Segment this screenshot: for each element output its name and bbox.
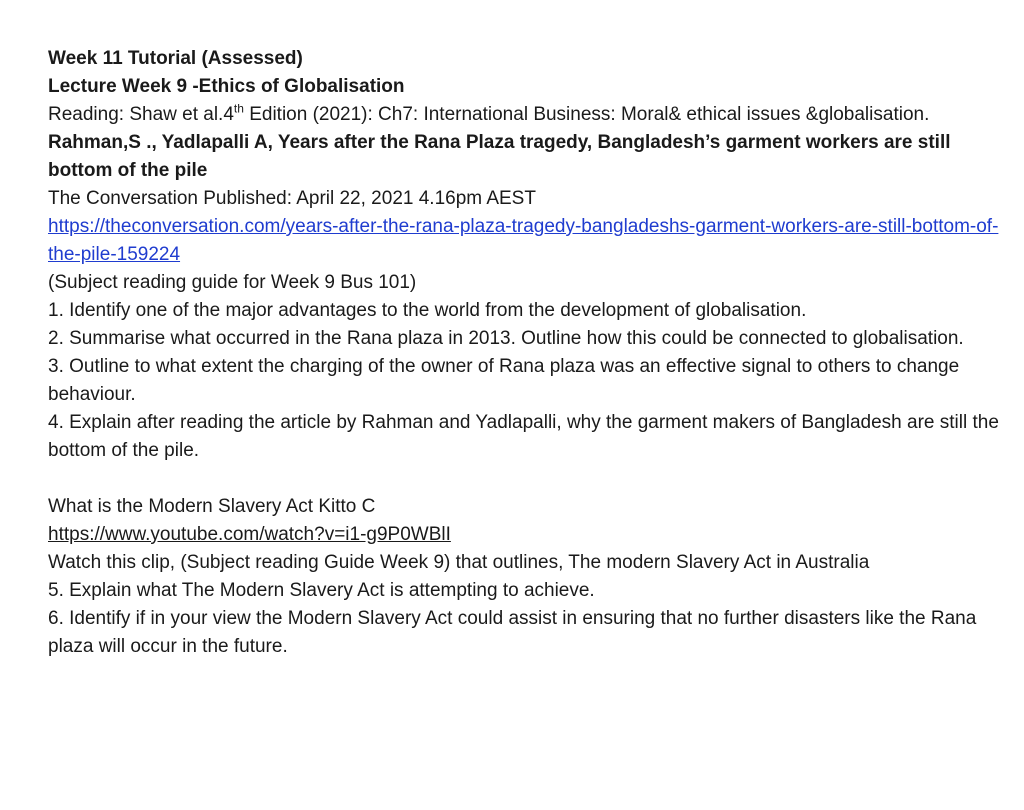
question-1: 1. Identify one of the major advantages to the world from the development of globalisation. — [48, 300, 807, 321]
tutorial-title: Week 11 Tutorial (Assessed) — [48, 48, 303, 69]
question-2: 2. Summarise what occurred in the Rana plaza in 2013. Outline how this could be connected to globalisation. — [48, 328, 964, 349]
reading-guide-note: (Subject reading guide for Week 9 Bus 101) — [48, 272, 417, 293]
paragraph-spacer — [48, 465, 1008, 493]
reading-prefix: Reading: Shaw et al.4 — [48, 104, 234, 125]
lecture-title: Lecture Week 9 -Ethics of Globalisation — [48, 76, 405, 97]
article-link[interactable]: https://theconversation.com/years-after-the-rana-plaza-tragedy-bangladeshs-garment-workers-are-still-bottom-of-the-pile-159224 — [48, 216, 999, 265]
video-instruction: Watch this clip, (Subject reading Guide Week 9) that outlines, The modern Slavery Act in Australia — [48, 552, 870, 573]
article-citation: Rahman,S ., Yadlapalli A, Years after the Rana Plaza tragedy, Bangladesh’s garment workers are still bottom of the pile — [48, 132, 951, 181]
video-title: What is the Modern Slavery Act Kitto C — [48, 496, 376, 517]
reading-superscript: th — [233, 101, 244, 116]
reading-suffix: Edition (2021): Ch7: International Business: Moral& ethical issues &globalisation. — [243, 104, 930, 125]
publication-info: The Conversation Published: April 22, 2021 4.16pm AEST — [48, 188, 536, 209]
question-3: 3. Outline to what extent the charging of the owner of Rana plaza was an effective signal to others to change behaviour. — [48, 356, 960, 405]
question-5: 5. Explain what The Modern Slavery Act is attempting to achieve. — [48, 580, 595, 601]
video-link[interactable]: https://www.youtube.com/watch?v=i1-g9P0WBlI — [48, 524, 451, 545]
reading-reference — [48, 101, 1008, 129]
question-4: 4. Explain after reading the article by Rahman and Yadlapalli, why the garment makers of Bangladesh are still the bottom of the pile. — [48, 412, 999, 461]
question-6: 6. Identify if in your view the Modern Slavery Act could assist in ensuring that no further disasters like the Rana plaza will occur in the future. — [48, 608, 977, 657]
document-body — [48, 45, 1008, 661]
